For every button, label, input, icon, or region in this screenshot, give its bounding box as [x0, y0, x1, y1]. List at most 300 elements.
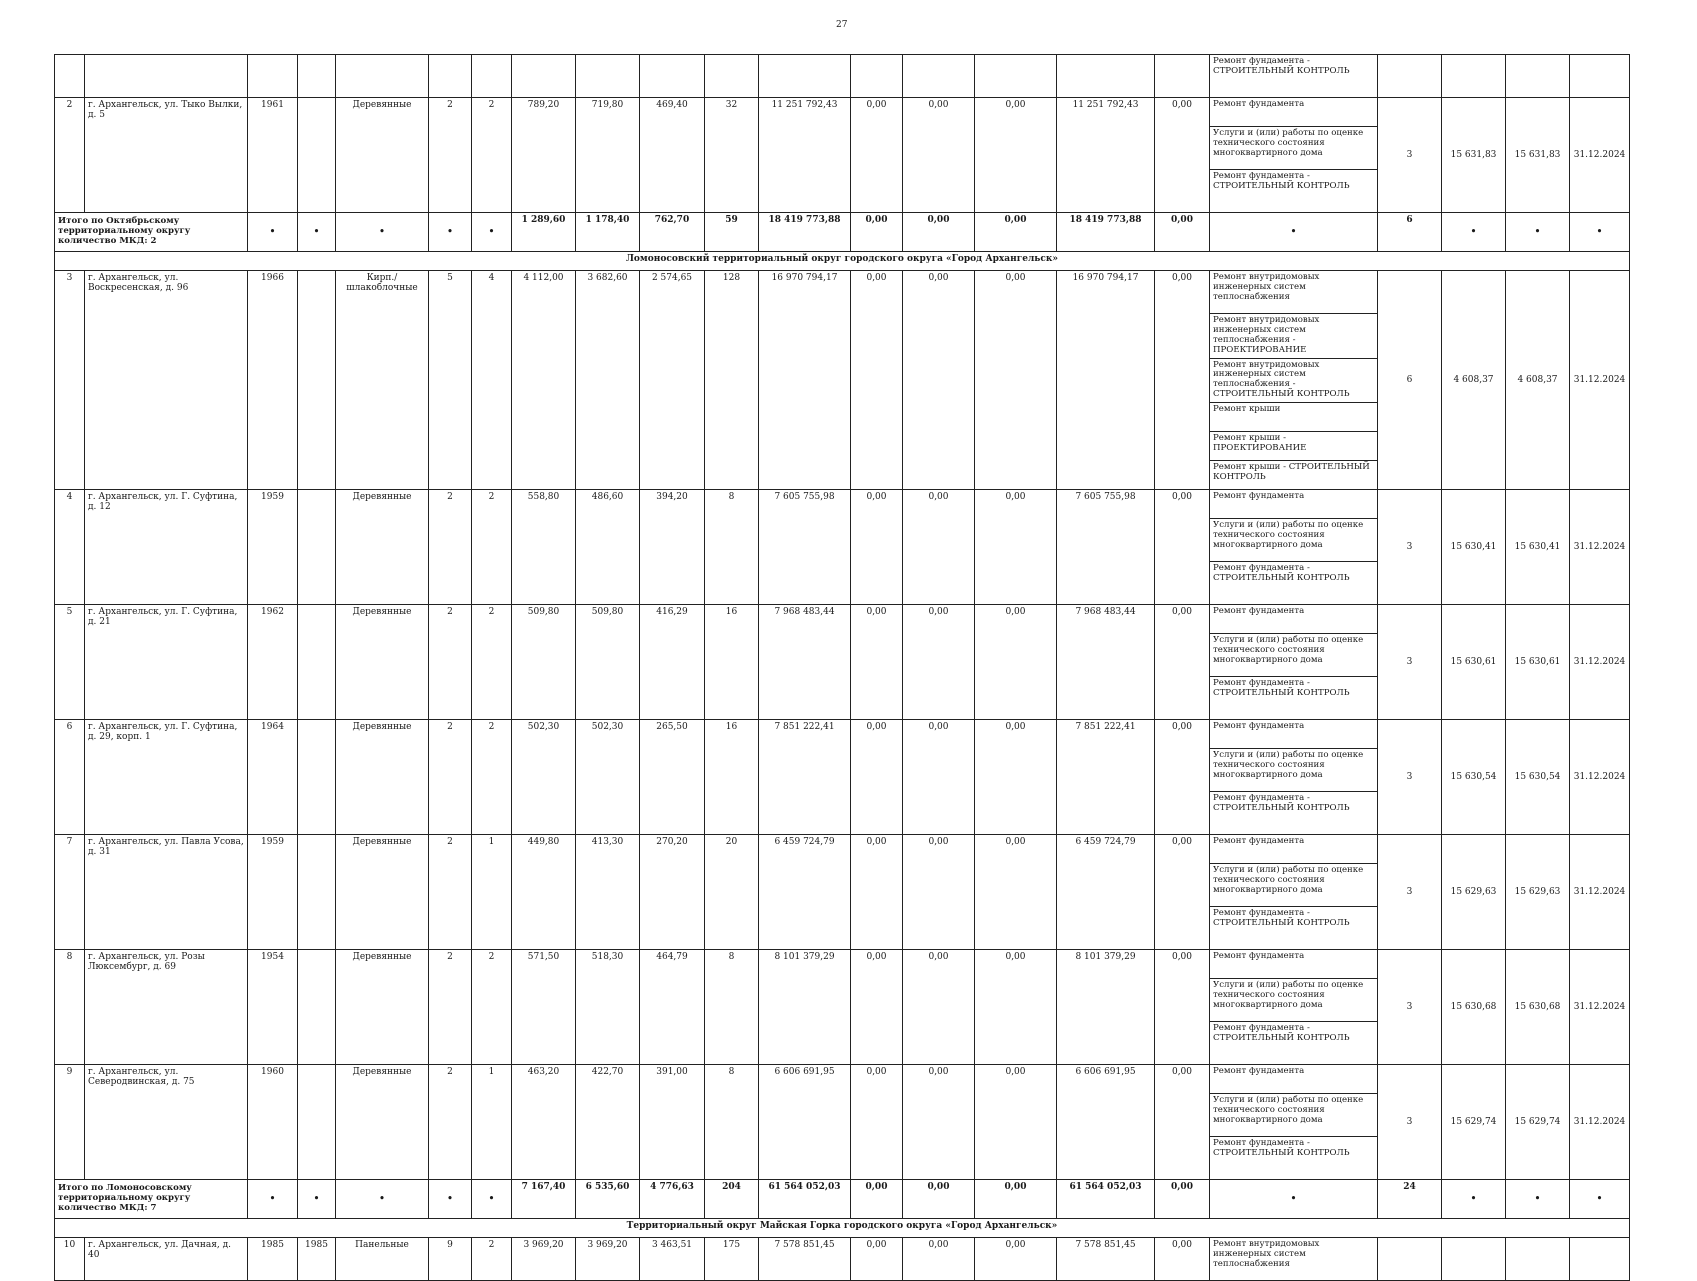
cell-walls: Кирп./ шлакоблочные	[336, 271, 429, 490]
cell-year-comm	[298, 1065, 336, 1180]
cell-entrances: 2	[472, 950, 512, 1065]
table-row	[55, 98, 1630, 127]
capital-repair-table	[54, 54, 1630, 1281]
cell-max-cost: 15 630,54	[1506, 720, 1570, 835]
cell-year-built: 1985	[248, 1238, 298, 1281]
cell-count	[1378, 1238, 1442, 1281]
cell-max-cost	[1506, 55, 1570, 98]
cell-entrances: 1	[472, 835, 512, 950]
cell-deadline	[1570, 55, 1630, 98]
cell-n: 10	[55, 1238, 85, 1281]
cell-walls	[336, 55, 429, 98]
cell-walls: Деревянные	[336, 1065, 429, 1180]
cell-fund-mun: 0,00	[975, 835, 1057, 950]
cell-area-total: 4 112,00	[512, 271, 576, 490]
cell-address: г. Архангельск, ул. Г. Суфтина, д. 21	[85, 605, 248, 720]
cell-area-total: 449,80	[512, 835, 576, 950]
work-item: Ремонт фундамента	[1210, 720, 1378, 749]
cell-max-cost	[1506, 1238, 1570, 1281]
district-header-row	[55, 252, 1630, 271]
cell-fund-other: 0,00	[1155, 720, 1210, 835]
cell-year-built: 1954	[248, 950, 298, 1065]
total-dot: •	[336, 1180, 429, 1219]
cell-fund-mun: 0,00	[975, 950, 1057, 1065]
cell-year-comm	[298, 98, 336, 213]
cell-year-built	[248, 55, 298, 98]
work-item: Ремонт фундамента - СТРОИТЕЛЬНЫЙ КОНТРОЛЬ	[1210, 677, 1378, 720]
cell-unit-cost: 4 608,37	[1442, 271, 1506, 490]
work-item: Ремонт внутридомовых инженерных систем теплоснабжения - ПРОЕКТИРОВАНИЕ	[1210, 314, 1378, 359]
cell-fund-reg: 0,00	[903, 98, 975, 213]
cell-count: 3	[1378, 950, 1442, 1065]
cell-walls: Деревянные	[336, 835, 429, 950]
work-item: Услуги и (или) работы по оценке технического состояния многоквартирного дома	[1210, 634, 1378, 677]
table-row	[55, 271, 1630, 314]
table-row	[55, 835, 1630, 864]
total-area-total: 1 289,60	[512, 213, 576, 252]
table-row	[55, 605, 1630, 634]
cell-fund-fed: 0,00	[851, 1065, 903, 1180]
work-item: Ремонт внутридомовых инженерных систем теплоснабжения	[1210, 271, 1378, 314]
cell-area-res: 3 682,60	[576, 271, 640, 490]
cell-area-total: 502,30	[512, 720, 576, 835]
cell-residents: 16	[705, 720, 759, 835]
cell-residents: 8	[705, 950, 759, 1065]
cell-max-cost: 15 629,63	[1506, 835, 1570, 950]
cell-area-res: 413,30	[576, 835, 640, 950]
cell-cost-total: 6 606 691,95	[759, 1065, 851, 1180]
cell-fund-other	[1155, 55, 1210, 98]
cell-area-total: 789,20	[512, 98, 576, 213]
cell-n: 6	[55, 720, 85, 835]
total-count: 6	[1378, 213, 1442, 252]
cell-deadline: 31.12.2024	[1570, 98, 1630, 213]
work-item: Ремонт фундамента	[1210, 835, 1378, 864]
total-dot: •	[429, 213, 472, 252]
cell-n: 4	[55, 490, 85, 605]
cell-count: 6	[1378, 271, 1442, 490]
district-header-row	[55, 1219, 1630, 1238]
cell-fund-fed: 0,00	[851, 271, 903, 490]
page-number: 27	[836, 20, 848, 30]
cell-area-priv: 2 574,65	[640, 271, 705, 490]
cell-unit-cost: 15 630,54	[1442, 720, 1506, 835]
cell-year-built: 1959	[248, 835, 298, 950]
cell-count: 3	[1378, 605, 1442, 720]
total-area-priv: 762,70	[640, 213, 705, 252]
work-item: Ремонт крыши - СТРОИТЕЛЬНЫЙ КОНТРОЛЬ	[1210, 461, 1378, 490]
work-item: Ремонт фундамента - СТРОИТЕЛЬНЫЙ КОНТРОЛЬ	[1210, 1022, 1378, 1065]
cell-residents: 20	[705, 835, 759, 950]
work-item: Ремонт крыши	[1210, 403, 1378, 432]
table-row	[55, 950, 1630, 979]
cell-walls: Деревянные	[336, 490, 429, 605]
total-dot: •	[336, 213, 429, 252]
cell-area-priv: 416,29	[640, 605, 705, 720]
cell-entrances: 2	[472, 720, 512, 835]
cell-fund-owners: 7 851 222,41	[1057, 720, 1155, 835]
total-fund-fed: 0,00	[851, 1180, 903, 1219]
cell-deadline: 31.12.2024	[1570, 490, 1630, 605]
cell-fund-owners: 11 251 792,43	[1057, 98, 1155, 213]
cell-count: 3	[1378, 1065, 1442, 1180]
cell-residents: 128	[705, 271, 759, 490]
cell-count: 3	[1378, 835, 1442, 950]
work-item: Услуги и (или) работы по оценке технического состояния многоквартирного дома	[1210, 1094, 1378, 1137]
cell-year-comm: 1985	[298, 1238, 336, 1281]
cell-fund-fed: 0,00	[851, 835, 903, 950]
cell-residents: 8	[705, 1065, 759, 1180]
cell-fund-other: 0,00	[1155, 271, 1210, 490]
cell-unit-cost: 15 629,63	[1442, 835, 1506, 950]
cell-unit-cost: 15 630,68	[1442, 950, 1506, 1065]
total-dot: •	[298, 213, 336, 252]
total-dot: •	[472, 213, 512, 252]
cell-deadline: 31.12.2024	[1570, 950, 1630, 1065]
cell-fund-mun: 0,00	[975, 98, 1057, 213]
work-item: Ремонт внутридомовых инженерных систем теплоснабжения	[1210, 1238, 1378, 1281]
cell-area-res: 3 969,20	[576, 1238, 640, 1281]
table-row	[55, 720, 1630, 749]
cell-floors: 2	[429, 1065, 472, 1180]
cell-n: 7	[55, 835, 85, 950]
cell-year-built: 1961	[248, 98, 298, 213]
cell-cost-total: 11 251 792,43	[759, 98, 851, 213]
cell-walls: Деревянные	[336, 605, 429, 720]
cell-fund-mun: 0,00	[975, 271, 1057, 490]
cell-count: 3	[1378, 720, 1442, 835]
cell-entrances: 2	[472, 98, 512, 213]
cell-cost-total: 8 101 379,29	[759, 950, 851, 1065]
cell-deadline: 31.12.2024	[1570, 720, 1630, 835]
cell-unit-cost: 15 629,74	[1442, 1065, 1506, 1180]
cell-year-built: 1960	[248, 1065, 298, 1180]
cell-count: 3	[1378, 490, 1442, 605]
cell-deadline: 31.12.2024	[1570, 1065, 1630, 1180]
cell-floors: 2	[429, 720, 472, 835]
cell-fund-reg: 0,00	[903, 605, 975, 720]
cell-year-comm	[298, 490, 336, 605]
cell-max-cost: 15 630,68	[1506, 950, 1570, 1065]
total-deadline: •	[1570, 213, 1630, 252]
cell-unit-cost	[1442, 55, 1506, 98]
cell-max-cost: 15 629,74	[1506, 1065, 1570, 1180]
cell-address: г. Архангельск, ул. Розы Люксембург, д. 69	[85, 950, 248, 1065]
work-item: Услуги и (или) работы по оценке технического состояния многоквартирного дома	[1210, 864, 1378, 907]
work-item: Услуги и (или) работы по оценке технического состояния многоквартирного дома	[1210, 979, 1378, 1022]
total-cost-total: 61 564 052,03	[759, 1180, 851, 1219]
cell-year-built: 1962	[248, 605, 298, 720]
work-item: Ремонт крыши - ПРОЕКТИРОВАНИЕ	[1210, 432, 1378, 461]
cell-entrances: 1	[472, 1065, 512, 1180]
cell-entrances: 2	[472, 1238, 512, 1281]
cell-fund-mun: 0,00	[975, 720, 1057, 835]
cell-area-res	[576, 55, 640, 98]
cell-area-res: 502,30	[576, 720, 640, 835]
cell-fund-reg: 0,00	[903, 1065, 975, 1180]
cell-fund-mun: 0,00	[975, 490, 1057, 605]
total-works-dot: •	[1210, 1180, 1378, 1219]
cell-unit-cost	[1442, 1238, 1506, 1281]
total-area-res: 1 178,40	[576, 213, 640, 252]
cell-area-total: 3 969,20	[512, 1238, 576, 1281]
cell-fund-owners: 16 970 794,17	[1057, 271, 1155, 490]
total-area-res: 6 535,60	[576, 1180, 640, 1219]
cell-fund-mun: 0,00	[975, 1238, 1057, 1281]
total-fund-other: 0,00	[1155, 213, 1210, 252]
cell-address	[85, 55, 248, 98]
cell-address: г. Архангельск, ул. Павла Усова, д. 31	[85, 835, 248, 950]
cell-fund-reg: 0,00	[903, 490, 975, 605]
cell-area-priv: 394,20	[640, 490, 705, 605]
cell-floors: 5	[429, 271, 472, 490]
cell-cost-total: 7 578 851,45	[759, 1238, 851, 1281]
work-item: Услуги и (или) работы по оценке технического состояния многоквартирного дома	[1210, 519, 1378, 562]
district-title: Ломоносовский территориальный округ городского округа «Город Архангельск»	[55, 252, 1630, 271]
cell-area-priv: 3 463,51	[640, 1238, 705, 1281]
cell-residents: 16	[705, 605, 759, 720]
cell-area-total	[512, 55, 576, 98]
work-item: Ремонт фундамента - СТРОИТЕЛЬНЫЙ КОНТРОЛЬ	[1210, 55, 1378, 98]
cell-cost-total: 7 968 483,44	[759, 605, 851, 720]
total-dot: •	[429, 1180, 472, 1219]
cell-walls: Деревянные	[336, 720, 429, 835]
total-residents: 59	[705, 213, 759, 252]
total-fund-reg: 0,00	[903, 1180, 975, 1219]
cell-area-total: 463,20	[512, 1065, 576, 1180]
work-item: Ремонт фундамента - СТРОИТЕЛЬНЫЙ КОНТРОЛЬ	[1210, 1137, 1378, 1180]
work-item: Ремонт фундамента - СТРОИТЕЛЬНЫЙ КОНТРОЛЬ	[1210, 562, 1378, 605]
cell-fund-reg: 0,00	[903, 950, 975, 1065]
total-area-priv: 4 776,63	[640, 1180, 705, 1219]
work-item: Ремонт фундамента - СТРОИТЕЛЬНЫЙ КОНТРОЛЬ	[1210, 792, 1378, 835]
cell-year-built: 1966	[248, 271, 298, 490]
cell-count: 3	[1378, 98, 1442, 213]
cell-year-comm	[298, 605, 336, 720]
cell-fund-owners: 6 606 691,95	[1057, 1065, 1155, 1180]
cell-area-priv: 265,50	[640, 720, 705, 835]
total-fund-mun: 0,00	[975, 1180, 1057, 1219]
work-item: Ремонт фундамента	[1210, 950, 1378, 979]
cell-fund-owners: 6 459 724,79	[1057, 835, 1155, 950]
total-label: Итого по Ломоносовскому территориальному округу количество МКД: 7	[55, 1180, 248, 1219]
cell-floors: 2	[429, 98, 472, 213]
cell-address: г. Архангельск, ул. Г. Суфтина, д. 12	[85, 490, 248, 605]
cell-address: г. Архангельск, ул. Дачная, д. 40	[85, 1238, 248, 1281]
total-row	[55, 1180, 1630, 1219]
total-area-total: 7 167,40	[512, 1180, 576, 1219]
total-works-dot: •	[1210, 213, 1378, 252]
cell-fund-fed: 0,00	[851, 1238, 903, 1281]
cell-fund-other: 0,00	[1155, 98, 1210, 213]
table-row	[55, 55, 1630, 98]
total-cost-total: 18 419 773,88	[759, 213, 851, 252]
cell-deadline	[1570, 1238, 1630, 1281]
cell-cost-total	[759, 55, 851, 98]
cell-fund-reg	[903, 55, 975, 98]
cell-fund-other: 0,00	[1155, 490, 1210, 605]
total-fund-mun: 0,00	[975, 213, 1057, 252]
work-item: Услуги и (или) работы по оценке технического состояния многоквартирного дома	[1210, 749, 1378, 792]
cell-area-priv	[640, 55, 705, 98]
cell-deadline: 31.12.2024	[1570, 835, 1630, 950]
cell-fund-other: 0,00	[1155, 605, 1210, 720]
total-fund-owners: 61 564 052,03	[1057, 1180, 1155, 1219]
cell-unit-cost: 15 630,61	[1442, 605, 1506, 720]
cell-entrances: 4	[472, 271, 512, 490]
total-max-cost: •	[1506, 213, 1570, 252]
cell-address: г. Архангельск, ул. Северодвинская, д. 75	[85, 1065, 248, 1180]
cell-n: 5	[55, 605, 85, 720]
cell-fund-owners: 7 968 483,44	[1057, 605, 1155, 720]
cell-fund-fed: 0,00	[851, 720, 903, 835]
cell-fund-reg: 0,00	[903, 720, 975, 835]
total-fund-other: 0,00	[1155, 1180, 1210, 1219]
cell-count	[1378, 55, 1442, 98]
cell-area-priv: 469,40	[640, 98, 705, 213]
cell-n: 2	[55, 98, 85, 213]
cell-walls: Панельные	[336, 1238, 429, 1281]
work-item: Ремонт фундамента	[1210, 98, 1378, 127]
cell-fund-fed: 0,00	[851, 490, 903, 605]
cell-max-cost: 15 630,61	[1506, 605, 1570, 720]
cell-walls: Деревянные	[336, 98, 429, 213]
cell-deadline: 31.12.2024	[1570, 605, 1630, 720]
cell-entrances	[472, 55, 512, 98]
cell-n: 8	[55, 950, 85, 1065]
total-fund-owners: 18 419 773,88	[1057, 213, 1155, 252]
cell-deadline: 31.12.2024	[1570, 271, 1630, 490]
district-title: Территориальный округ Майская Горка городского округа «Город Архангельск»	[55, 1219, 1630, 1238]
work-item: Ремонт фундамента	[1210, 1065, 1378, 1094]
cell-floors: 2	[429, 490, 472, 605]
cell-residents	[705, 55, 759, 98]
total-unit-cost: •	[1442, 1180, 1506, 1219]
total-residents: 204	[705, 1180, 759, 1219]
total-count: 24	[1378, 1180, 1442, 1219]
cell-unit-cost: 15 631,83	[1442, 98, 1506, 213]
table-body	[55, 55, 1630, 1281]
cell-cost-total: 7 605 755,98	[759, 490, 851, 605]
total-fund-fed: 0,00	[851, 213, 903, 252]
cell-fund-mun: 0,00	[975, 605, 1057, 720]
cell-year-comm	[298, 835, 336, 950]
cell-fund-other: 0,00	[1155, 1065, 1210, 1180]
work-item: Услуги и (или) работы по оценке технического состояния многоквартирного дома	[1210, 127, 1378, 170]
total-row	[55, 213, 1630, 252]
cell-fund-other: 0,00	[1155, 1238, 1210, 1281]
work-item: Ремонт внутридомовых инженерных систем теплоснабжения - СТРОИТЕЛЬНЫЙ КОНТРОЛЬ	[1210, 358, 1378, 403]
cell-fund-reg: 0,00	[903, 1238, 975, 1281]
total-dot: •	[248, 1180, 298, 1219]
cell-area-res: 518,30	[576, 950, 640, 1065]
total-max-cost: •	[1506, 1180, 1570, 1219]
cell-floors: 2	[429, 835, 472, 950]
cell-fund-fed: 0,00	[851, 605, 903, 720]
cell-area-priv: 270,20	[640, 835, 705, 950]
cell-year-comm	[298, 950, 336, 1065]
work-item: Ремонт фундамента	[1210, 605, 1378, 634]
cell-address: г. Архангельск, ул. Тыко Вылки, д. 5	[85, 98, 248, 213]
cell-residents: 175	[705, 1238, 759, 1281]
cell-walls: Деревянные	[336, 950, 429, 1065]
cell-cost-total: 7 851 222,41	[759, 720, 851, 835]
cell-fund-reg: 0,00	[903, 271, 975, 490]
table-row	[55, 490, 1630, 519]
table-row	[55, 1238, 1630, 1281]
cell-fund-owners: 8 101 379,29	[1057, 950, 1155, 1065]
cell-address: г. Архангельск, ул. Воскресенская, д. 96	[85, 271, 248, 490]
cell-cost-total: 16 970 794,17	[759, 271, 851, 490]
cell-area-total: 571,50	[512, 950, 576, 1065]
cell-area-res: 719,80	[576, 98, 640, 213]
cell-address: г. Архангельск, ул. Г. Суфтина, д. 29, корп. 1	[85, 720, 248, 835]
cell-cost-total: 6 459 724,79	[759, 835, 851, 950]
cell-area-priv: 391,00	[640, 1065, 705, 1180]
cell-year-comm	[298, 720, 336, 835]
cell-area-total: 509,80	[512, 605, 576, 720]
total-label: Итого по Октябрьскому территориальному округу количество МКД: 2	[55, 213, 248, 252]
cell-max-cost: 15 630,41	[1506, 490, 1570, 605]
total-dot: •	[298, 1180, 336, 1219]
cell-area-priv: 464,79	[640, 950, 705, 1065]
cell-fund-owners: 7 578 851,45	[1057, 1238, 1155, 1281]
cell-n	[55, 55, 85, 98]
cell-fund-other: 0,00	[1155, 950, 1210, 1065]
cell-fund-mun	[975, 55, 1057, 98]
cell-residents: 32	[705, 98, 759, 213]
total-dot: •	[248, 213, 298, 252]
cell-residents: 8	[705, 490, 759, 605]
work-item: Ремонт фундамента	[1210, 490, 1378, 519]
cell-fund-fed: 0,00	[851, 950, 903, 1065]
cell-year-comm	[298, 271, 336, 490]
cell-year-built: 1959	[248, 490, 298, 605]
cell-floors: 2	[429, 950, 472, 1065]
cell-fund-fed: 0,00	[851, 98, 903, 213]
cell-n: 3	[55, 271, 85, 490]
cell-area-total: 558,80	[512, 490, 576, 605]
cell-unit-cost: 15 630,41	[1442, 490, 1506, 605]
cell-entrances: 2	[472, 490, 512, 605]
cell-entrances: 2	[472, 605, 512, 720]
cell-floors: 9	[429, 1238, 472, 1281]
cell-max-cost: 15 631,83	[1506, 98, 1570, 213]
cell-area-res: 486,60	[576, 490, 640, 605]
cell-year-built: 1964	[248, 720, 298, 835]
cell-year-comm	[298, 55, 336, 98]
cell-floors: 2	[429, 605, 472, 720]
cell-area-res: 509,80	[576, 605, 640, 720]
cell-n: 9	[55, 1065, 85, 1180]
cell-max-cost: 4 608,37	[1506, 271, 1570, 490]
work-item: Ремонт фундамента - СТРОИТЕЛЬНЫЙ КОНТРОЛЬ	[1210, 907, 1378, 950]
cell-area-res: 422,70	[576, 1065, 640, 1180]
table-row	[55, 1065, 1630, 1094]
work-item: Ремонт фундамента - СТРОИТЕЛЬНЫЙ КОНТРОЛЬ	[1210, 170, 1378, 213]
total-dot: •	[472, 1180, 512, 1219]
cell-fund-mun: 0,00	[975, 1065, 1057, 1180]
cell-fund-other: 0,00	[1155, 835, 1210, 950]
cell-fund-owners	[1057, 55, 1155, 98]
total-fund-reg: 0,00	[903, 213, 975, 252]
cell-floors	[429, 55, 472, 98]
cell-fund-fed	[851, 55, 903, 98]
total-deadline: •	[1570, 1180, 1630, 1219]
total-unit-cost: •	[1442, 213, 1506, 252]
cell-fund-owners: 7 605 755,98	[1057, 490, 1155, 605]
cell-fund-reg: 0,00	[903, 835, 975, 950]
